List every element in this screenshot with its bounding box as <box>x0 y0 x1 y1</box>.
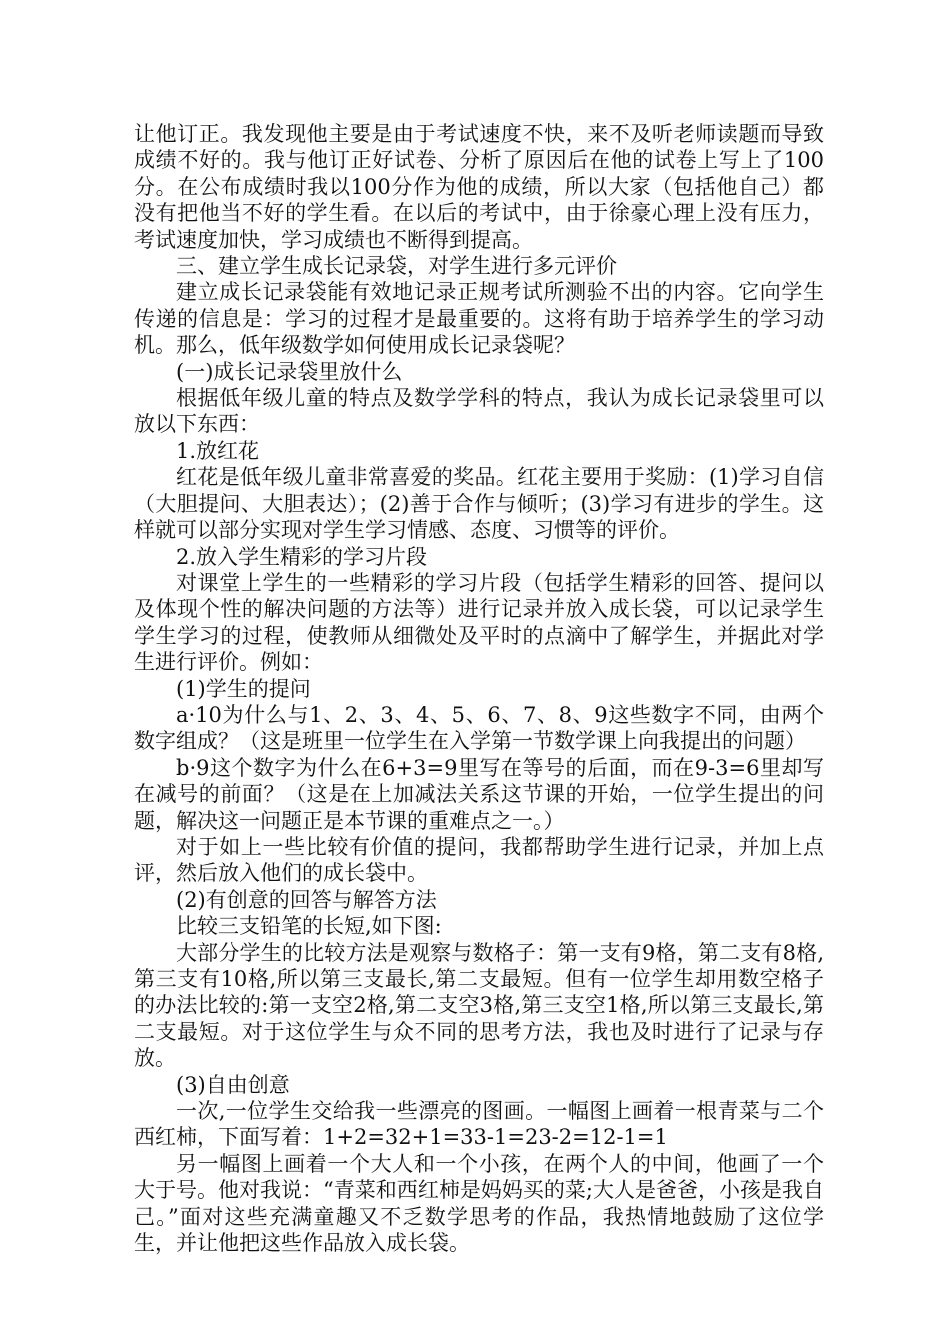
item-learning-segments: 2.放入学生精彩的学习片段 <box>176 544 428 569</box>
paragraph-drawing-vegetables: 一次,一位学生交给我一些漂亮的图画。一幅图上画着一根青菜与二个西红柿，下面写着：1+2=32+1=33-1=23-2=12-1=1 <box>134 1099 824 1150</box>
paragraph-intro: 建立成长记录袋能有效地记录正规考试所测验不出的内容。它向学生传递的信息是：学习的过程才是最重要的。这将有助于培养学生的学习动机。那么，低年级数学如何使用成长记录袋呢？ <box>134 280 824 358</box>
paragraph-continuation: 让他订正。我发现他主要是由于考试速度不快，来不及听老师读题而导致成绩不好的。我与他订正好试卷、分析了原因后在他的试卷上写上了100分。在公布成绩时我以100分作为他的成绩，所以大家（包括他自己）都没有把他当不好的学生看。在以后的考试中，由于徐豪心理上没有压力，考试速度加快，学习成绩也不断得到提高。 <box>134 122 824 252</box>
paragraph-contents: 根据低年级儿童的特点及数学学科的特点，我认为成长记录袋里可以放以下东西： <box>134 386 824 437</box>
paragraph-pencils: 比较三支铅笔的长短,如下图: <box>176 914 442 939</box>
item-free-creativity: (3)自由创意 <box>176 1072 290 1097</box>
paragraph-red-flower: 红花是低年级儿童非常喜爱的奖品。红花主要用于奖励：(1)学习自信（大胆提问、大胆表达）；(2)善于合作与倾听；(3)学习有进步的学生。这样就可以部分实现对学生学习情感、态度、习惯等的评价。 <box>134 465 824 543</box>
item-red-flower: 1.放红花 <box>176 438 260 463</box>
item-student-questions: (1)学生的提问 <box>176 676 311 701</box>
item-creative-answers: (2)有创意的回答与解答方法 <box>176 887 437 912</box>
document-body <box>134 121 824 1256</box>
paragraph-drawing-family: 另一幅图上画着一个大人和一个小孩，在两个人的中间，他画了一个大于号。他对我说：“青菜和西红柿是妈妈买的菜;大人是爸爸，小孩是我自己。”面对这些充满童趣又不乏数学思考的作品，我热情地鼓励了这位学生，并让他把这些作品放入成长袋。 <box>134 1151 824 1256</box>
paragraph-record-questions: 对于如上一些比较有价值的提问，我都帮助学生进行记录，并加上点评，然后放入他们的成长袋中。 <box>134 834 824 886</box>
subheading-what-to-put: (一)成长记录袋里放什么 <box>176 359 403 384</box>
paragraph-learning-segments: 对课堂上学生的一些精彩的学习片段（包括学生精彩的回答、提问以及体现个性的解决问题的方法等）进行记录并放入成长袋，可以记录学生学生学习的过程，使教师从细微处及平时的点滴中了解学生，并据此对学生进行评价。例如： <box>134 570 824 675</box>
example-question-b: b·9这个数字为什么在6+3=9里写在等号的后面，而在9-3=6里却写在减号的前面？（这是在上加减法关系这节课的开始，一位学生提出的问题，解决这一问题正是本节课的重难点之一。） <box>134 755 824 833</box>
section-heading-three: 三、建立学生成长记录袋，对学生进行多元评价 <box>176 254 617 279</box>
example-question-a: a·10为什么与1、2、3、4、5、6、7、8、9这些数字不同，由两个数字组成？（这是班里一位学生在入学第一节数学课上向我提出的问题） <box>134 702 824 754</box>
paragraph-comparison-methods: 大部分学生的比较方法是观察与数格子：第一支有9格，第二支有8格,第三支有10格,所以第三支最长,第二支最短。但有一位学生却用数空格子的办法比较的:第一支空2格,第二支空3格,第三支空1格,所以第三支最长,第二支最短。对于这位学生与众不同的思考方法，我也及时进行了记录与存放。 <box>134 940 824 1071</box>
